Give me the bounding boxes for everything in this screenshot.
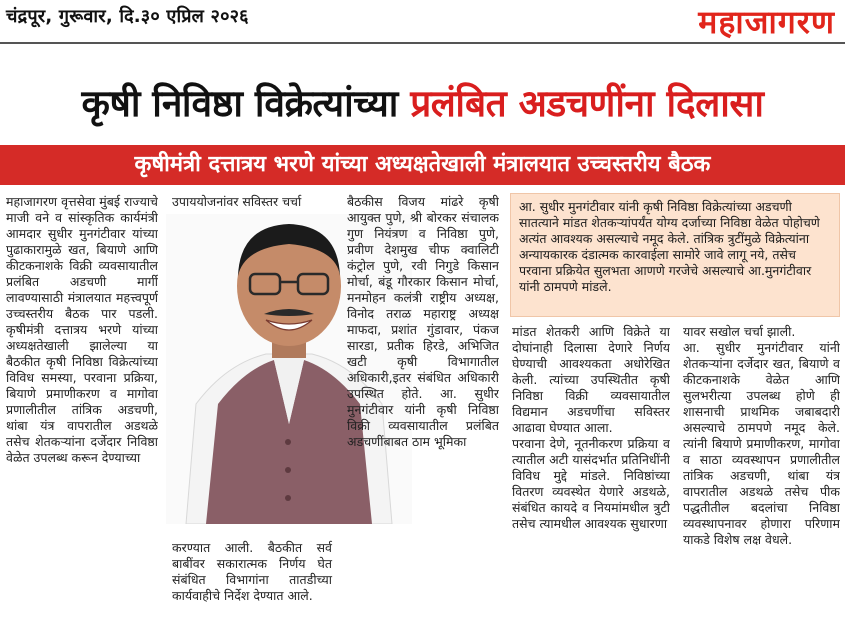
article-column-3 xyxy=(347,194,499,636)
quote-text: आ. सुधीर मुनगंटीवार यांनी कृषी निविष्ठा विक्रेत्यांच्या अडचणी सातत्याने मांडत शेतकऱ्यांपर्यंत योग्य दर्जाच्या निविष्ठा वेळेत पोहोचणे अत्यंत आवश्यक असल्याचे नमूद केले. तांत्रिक त्रुटींमुळे विक्रेत्यांना अन्यायकारक दंडात्मक कारवाईला सामोरे जावे लागू नये, तसेच परवाना प्रक्रियेत सुलभता आणणे गरजेचे असल्याचे आ.मुनगंटीवार यांनी ठामपणे मांडले. xyxy=(519,199,820,294)
article-column-4 xyxy=(512,324,670,636)
column-5-paragraph-1: यावर सखोल चर्चा झाली. xyxy=(683,324,796,339)
headline-part-1: कृषी निविष्ठा विक्रेत्यांच्या xyxy=(81,82,411,125)
column-3-text: बैठकीस विजय मांढरे कृषी आयुक्त पुणे, श्री बोरकर संचालक गुण नियंत्रण व निविष्ठा पुणे, प्रवीण देशमुख चीफ क्वालिटी कंट्रोल पुणे, रवी निगुडे किसान मोर्चा, बंडू गौरकार किसान मोर्चा, मनमोहन कलंत्री राष्ट्रीय अध्यक्ष, विनोद तराळ महाराष्ट्र अध्यक्ष माफदा, प्रशांत गुंडावार, पंकज सारडा, प्रतीक हिरडे, अभिजित खटी कृषी विभागातील अधिकारी,इतर संबंधित अधिकारी उपस्थित होते. आ. सुधीर मुनगंटीवार यांनी कृषी निविष्ठा विक्री व्यवसायातील प्रलंबित अडचणींबाबत ठाम भूमिका xyxy=(347,194,499,449)
dateline: चंद्रपूर, गुरूवार, दि.३० एप्रिल २०२६ xyxy=(6,6,249,27)
column-2-bottom-text: करण्यात आली. बैठकीत सर्व बाबींवर सकारात्मक निर्णय घेत संबंधित विभागांना तातडीच्या कार्यवाहीचे निर्देश देण्यात आले. xyxy=(172,540,332,603)
masthead-divider xyxy=(0,42,845,44)
article-column-2-bottom xyxy=(172,540,332,604)
subheadline-band: कृषीमंत्री दत्तात्रय भरणे यांच्या अध्यक्षतेखाली मंत्रालयात उच्चस्तरीय बैठक xyxy=(0,145,845,185)
column-4-paragraph-2: परवाना देणे, नूतनीकरण प्रक्रिया व त्यातील अटी यासंदर्भात प्रतिनिधींनी विविध मुद्दे मांडले. निविष्ठांच्या वितरण व्यवस्थेत येणारे अडथळे, संबंधित कायदे व नियमांमधील त्रुटी तसेच त्यामधील आवश्यक सुधारणा xyxy=(512,436,670,531)
column-1-text: महाजागरण वृत्तसेवा मुंबई राज्याचे माजी वने व सांस्कृतिक कार्यमंत्री आमदार सुधीर मुनगंटीवार यांच्या पुढाकारामुळे खत, बियाणे आणि कीटकनाशके विक्री व्यवसायातील प्रलंबित अडचणी मार्गी लावण्यासाठी मंत्रालयात महत्त्वपूर्ण उच्चस्तरीय बैठक पार पडली. कृषीमंत्री दत्तात्रय भरणे यांच्या अध्यक्षतेखाली झालेल्या या बैठकीत कृषी निविष्ठा विक्रेत्यांच्या विविध समस्या, परवाना प्रक्रिया, बियाणे प्रमाणीकरण व मागोवा प्रणालीतील तांत्रिक अडचणी, थांबा यंत्र वापरातील अडथळे तसेच शेतकऱ्यांना दर्जेदार निविष्ठा वेळेत उपलब्ध करून देण्याच्या xyxy=(6,194,158,465)
article-column-2-top xyxy=(172,194,332,210)
highlight-quote-box xyxy=(510,193,840,317)
headline xyxy=(0,76,845,127)
headline-part-2: प्रलंबित अडचणींना दिलासा xyxy=(410,82,764,125)
article-column-1 xyxy=(6,194,158,636)
column-2-top-text: उपाययोजनांवर सविस्तर चर्चा xyxy=(172,194,302,209)
newspaper-masthead: महाजागरण xyxy=(698,3,835,41)
column-5-paragraph-2: आ. सुधीर मुनगंटीवार यांनी शेतकऱ्यांना दर्जेदार खत, बियाणे व कीटकनाशके वेळेत आणि सुलभरीत्या उपलब्ध होणे ही शासनाची प्राथमिक जबाबदारी असल्याचे ठामपणे नमूद केले. त्यांनी बियाणे प्रमाणीकरण, मागोवा व साठा व्यवस्थापन प्रणालीतील तांत्रिक अडचणी, थांबा यंत्र वापरातील अडथळे तसेच पीक पद्धतीतील बदलांचा निविष्ठा व्यवस्थापनावर होणारा परिणाम याकडे विशेष लक्ष वेधले. xyxy=(683,340,840,547)
article-column-5 xyxy=(683,324,840,636)
column-4-paragraph-1: मांडत शेतकरी आणि विक्रेते या दोघांनाही दिलासा देणारे निर्णय घेण्याची आवश्यकता अधोरेखित केली. त्यांच्या उपस्थितीत कृषी निविष्ठा विक्री व्यवसायातील विद्यमान अडचणींचा सविस्तर आढावा घेण्यात आला. xyxy=(512,324,670,435)
